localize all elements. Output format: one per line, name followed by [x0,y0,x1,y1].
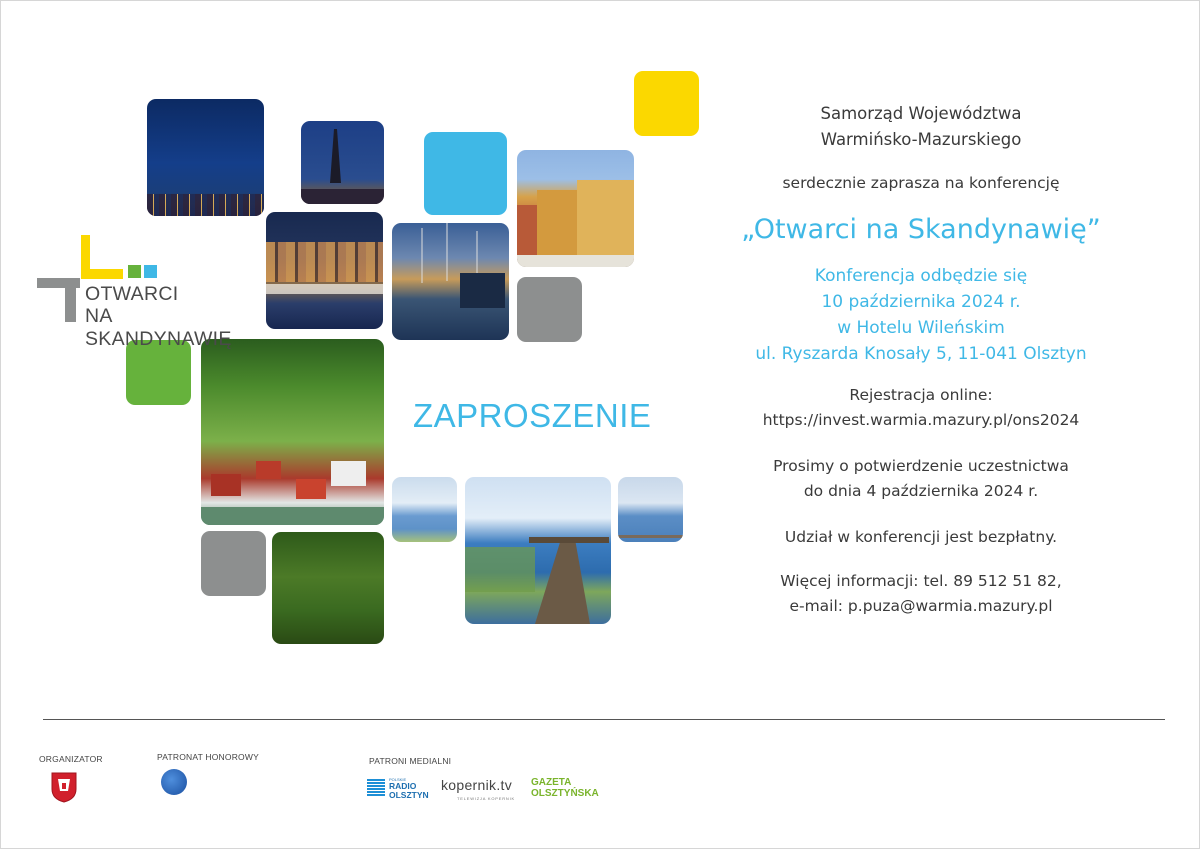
registration-link[interactable]: https://invest.warmia.mazury.pl/ons2024 [762,411,1080,429]
organizer-line1: Samorząd Województwa [820,104,1022,123]
footer-divider [43,719,1165,720]
media-label: PATRONI MEDIALNI [369,756,452,766]
photo-colorful-houses [517,150,634,267]
logo-line1: OTWARCI [85,283,179,305]
organizer-line2: Warmińsko-Mazurskiego [820,130,1022,149]
radio-line1: RADIO [389,781,417,791]
invitation-heading: ZAPROSZENIE [413,397,652,434]
photo-lake-pier [465,477,611,624]
conference-details [691,263,1151,367]
gazeta-line1: GAZETA [531,777,572,788]
radio-icon [367,778,385,796]
yellow-square [634,71,699,136]
coat-of-arms-logo [49,771,79,803]
details-line: Konferencja odbędzie się [814,266,1028,286]
logo-green-dot [128,265,141,278]
photo-boats-canal [392,223,509,340]
details-venue: w Hotelu Wileńskim [837,318,1005,338]
photo-green-water [272,532,384,644]
photo-church-spire [301,121,384,204]
grey-square-top [517,277,582,342]
contact-block [691,569,1151,619]
patronage-logo [161,769,187,795]
free-note: Udział w konferencji jest bezpłatny. [784,528,1058,546]
registration-block [691,383,1151,433]
otwarci-logo [37,231,262,350]
patronage-label: PATRONAT HONOROWY [157,752,259,762]
kopernik-subtitle: TELEWIZJA KOPERNIK [457,796,515,801]
photo-harbor-night [266,212,383,329]
contact-phone: Więcej informacji: tel. 89 512 51 82, [780,572,1062,590]
photo-lake-right [618,477,683,542]
grey-square-bottom [201,531,266,596]
radio-small: POLSKIE [389,777,407,782]
invite-text: serdecznie zaprasza na konferencję [782,174,1060,192]
logo-line2: NA SKANDYNAWIĘ [85,305,232,350]
details-address: ul. Ryszarda Knosały 5, 11-041 Olsztyn [755,344,1087,364]
details-date: 10 października 2024 r. [821,292,1021,312]
confirmation-block [691,454,1151,504]
photo-lake-small [392,477,457,542]
conference-title: „Otwarci na Skandynawię” [741,214,1101,245]
gazeta-line2: OLSZTYŃSKA [531,788,599,799]
blue-square [424,132,507,215]
invitation-text [691,101,1151,619]
confirmation-line2: do dnia 4 października 2024 r. [803,482,1039,500]
radio-line2: OLSZTYN [389,790,429,800]
contact-email[interactable]: e-mail: p.puza@warmia.mazury.pl [789,597,1053,615]
confirmation-line1: Prosimy o potwierdzenie uczestnictwa [773,457,1069,475]
registration-label: Rejestracja online: [849,386,993,404]
photo-city-night [147,99,264,216]
kopernik-logo: kopernik.tv [441,777,512,793]
logo-blue-dot [144,265,157,278]
photo-fjord-village [201,339,384,525]
radio-olsztyn-logo [367,776,437,802]
organizer-label: ORGANIZATOR [39,754,103,764]
